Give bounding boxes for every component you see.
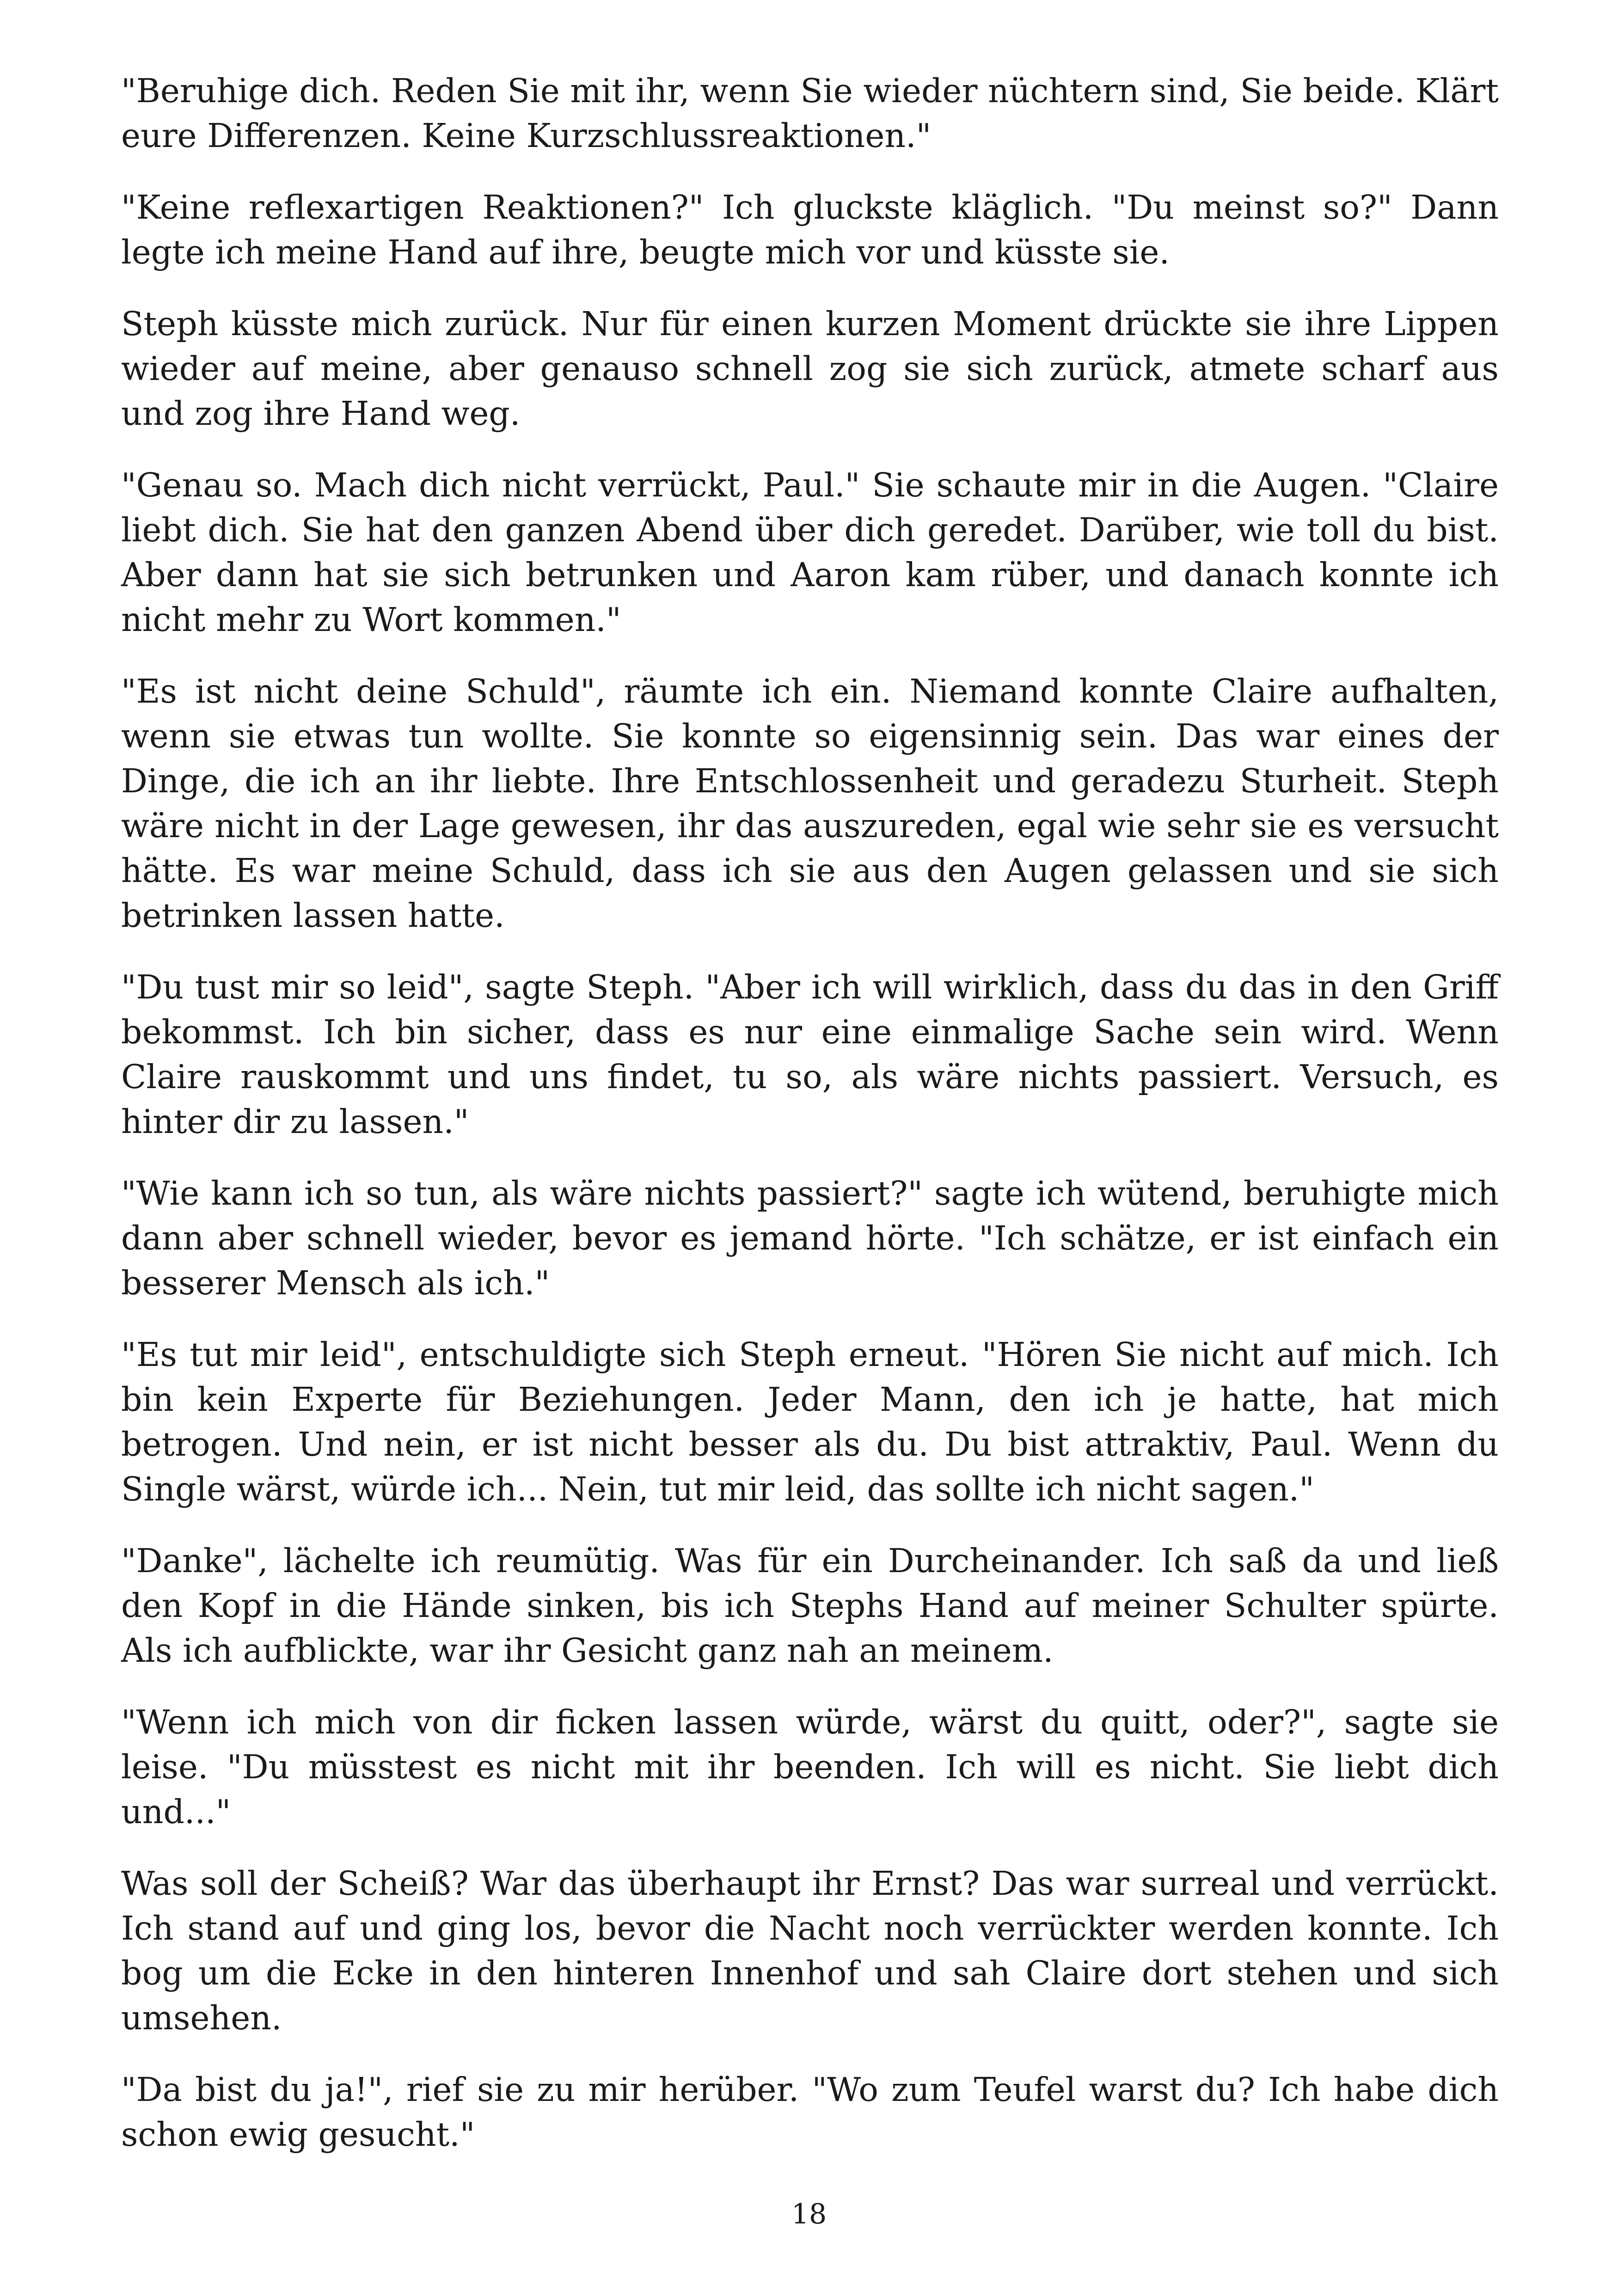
paragraph: "Da bist du ja!", rief sie zu mir herüber. "Wo zum Teufel warst du? Ich habe dich schon ewig gesucht." — [121, 2070, 1499, 2154]
paragraph: "Beruhige dich. Reden Sie mit ihr, wenn Sie wieder nüchtern sind, Sie beide. Klärt eure Differenzen. Keine Kurzschlussreaktionen." — [121, 72, 1499, 155]
paragraph: "Es tut mir leid", entschuldigte sich Steph erneut. "Hören Sie nicht auf mich. Ich bin kein Experte für Beziehungen. Jeder Mann, den ich je hatte, hat mich betrogen. Und nein, er ist nicht besser als du. Du bist attraktiv, Paul. Wenn du Single wärst, würde ich... Nein, tut mir leid, das sollte ich nicht sagen." — [121, 1335, 1499, 1508]
paragraph: "Es ist nicht deine Schuld", räumte ich ein. Niemand konnte Claire aufhalten, wenn sie etwas tun wollte. Sie konnte so eigensinnig sein. Das war eines der Dinge, die ich an ihr liebte. Ihre Entschlossenheit und geradezu Sturheit. Steph wäre nicht in der Lage gewesen, ihr das auszureden, egal wie sehr sie es versucht hätte. Es war meine Schuld, dass ich sie aus den Augen gelassen und sie sich betrinken lassen hatte. — [121, 672, 1499, 935]
paragraph: "Keine reflexartigen Reaktionen?" Ich gluckste kläglich. "Du meinst so?" Dann legte ich meine Hand auf ihre, beugte mich vor und küsste sie. — [121, 188, 1499, 271]
paragraph: Steph küsste mich zurück. Nur für einen kurzen Moment drückte sie ihre Lippen wieder auf meine, aber genauso schnell zog sie sich zurück, atmete scharf aus und zog ihre Hand weg. — [121, 305, 1499, 433]
paragraph: "Wenn ich mich von dir ficken lassen würde, wärst du quitt, oder?", sagte sie leise. "Du müsstest es nicht mit ihr beenden. Ich will es nicht. Sie liebt dich und..." — [121, 1703, 1499, 1831]
body-text — [121, 68, 1499, 2184]
paragraph: "Du tust mir so leid", sagte Steph. "Aber ich will wirklich, dass du das in den Griff bekommst. Ich bin sicher, dass es nur eine einmalige Sache sein wird. Wenn Claire rauskommt und uns findet, tu so, als wäre nichts passiert. Versuch, es hinter dir zu lassen." — [121, 968, 1499, 1141]
page-number: 18 — [791, 2198, 827, 2230]
paragraph: "Danke", lächelte ich reumütig. Was für ein Durcheinander. Ich saß da und ließ den Kopf in die Hände sinken, bis ich Stephs Hand auf meiner Schulter spürte. Als ich aufblickte, war ihr Gesicht ganz nah an meinem. — [121, 1542, 1499, 1670]
paragraph: Was soll der Scheiß? War das überhaupt ihr Ernst? Das war surreal und verrückt. Ich stand auf und ging los, bevor die Nacht noch verrückter werden konnte. Ich bog um die Ecke in den hinteren Innenhof und sah Claire dort stehen und sich umsehen. — [121, 1864, 1499, 2037]
paragraph: "Wie kann ich so tun, als wäre nichts passiert?" sagte ich wütend, beruhigte mich dann aber schnell wieder, bevor es jemand hörte. "Ich schätze, er ist einfach ein besserer Mensch als ich." — [121, 1174, 1499, 1302]
paragraph: "Genau so. Mach dich nicht verrückt, Paul." Sie schaute mir in die Augen. "Claire liebt dich. Sie hat den ganzen Abend über dich geredet. Darüber, wie toll du bist. Aber dann hat sie sich betrunken und Aaron kam rüber, und danach konnte ich nicht mehr zu Wort kommen." — [121, 466, 1499, 639]
